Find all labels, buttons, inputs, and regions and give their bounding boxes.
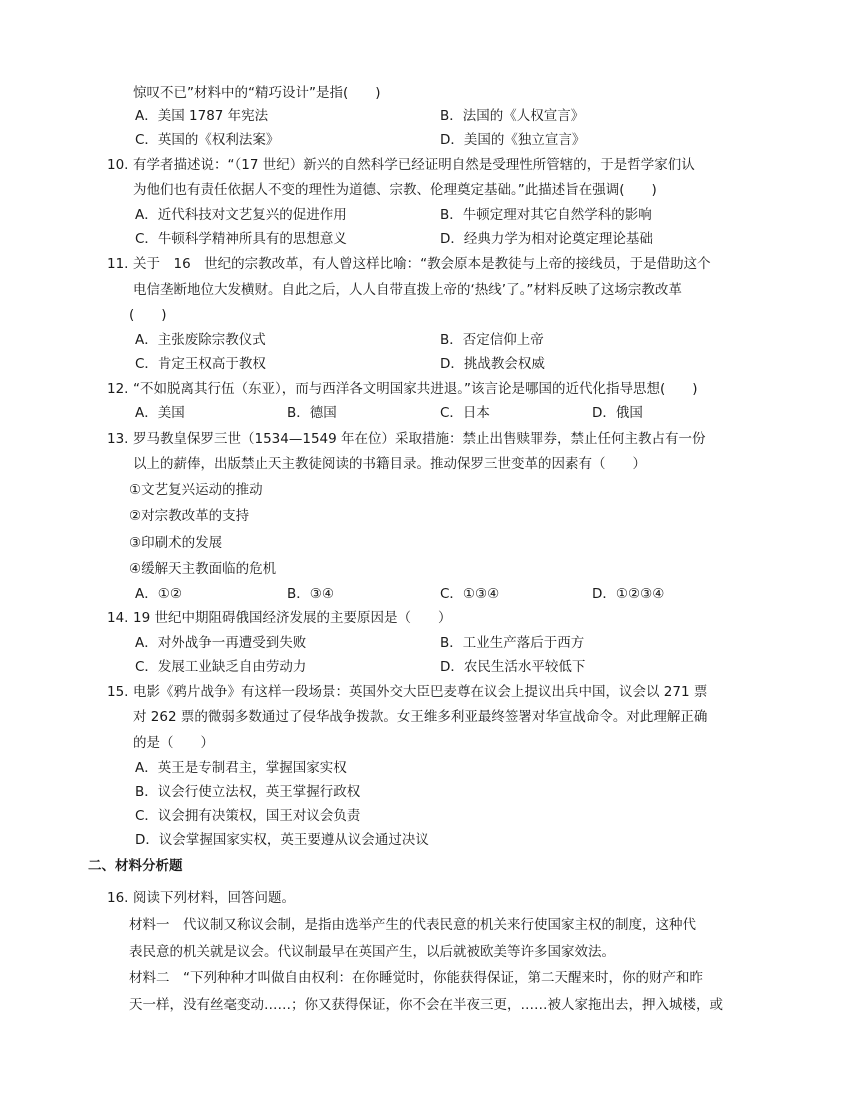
q13-option-d[interactable]: D．①②③④	[592, 586, 665, 602]
q13-item-1: ①文艺复兴运动的推动	[129, 482, 263, 498]
q16-number: 16.	[107, 890, 129, 906]
q16-material-1-line-1: 材料一 代议制又称议会制，是指由选举产生的代表民意的机关来行使国家主权的制度，这种代	[129, 917, 696, 933]
q11-stem-line-3: ( )	[129, 307, 167, 323]
q13-item-4: ④缓解天主教面临的危机	[129, 561, 277, 577]
q15-number: 15.	[107, 684, 129, 700]
q11-option-d[interactable]: D．挑战教会权威	[440, 356, 545, 372]
q15-option-a[interactable]: A．英王是专制君主，掌握国家实权	[135, 760, 347, 776]
q14-option-b[interactable]: B．工业生产落后于西方	[440, 635, 585, 651]
q14-stem-line-1: 19 世纪中期阻碍俄国经济发展的主要原因是（ ）	[133, 610, 452, 626]
q16-stem-line-1: 阅读下列材料，回答问题。	[133, 890, 295, 906]
q10-number: 10.	[107, 157, 129, 173]
q9-stem-tail: 惊叹不已”材料中的“精巧设计”是指( )	[133, 85, 381, 101]
q10-option-a[interactable]: A．近代科技对文艺复兴的促进作用	[135, 207, 347, 223]
q10-option-d[interactable]: D．经典力学为相对论奠定理论基础	[440, 231, 653, 247]
q15-stem-line-2: 对 262 票的微弱多数通过了侵华战争拨款。女王维多利亚最终签署对华宣战命令。对此理解正确	[133, 709, 708, 725]
q13-item-3: ③印刷术的发展	[129, 535, 223, 551]
q9-option-a[interactable]: A．美国 1787 年宪法	[135, 108, 269, 124]
q14-option-c[interactable]: C．发展工业缺乏自由劳动力	[135, 659, 307, 675]
q12-stem-line-1: “不如脱离其行伍（东亚），而与西洋各文明国家共进退。”该言论是哪国的近代化指导思想( )	[133, 381, 698, 397]
q10-option-c[interactable]: C．牛顿科学精神所具有的思想意义	[135, 231, 347, 247]
q12-option-d[interactable]: D．俄国	[592, 405, 643, 421]
q11-stem-line-2: 电信垄断地位大发横财。自此之后，人人自带直拨上帝的‘热线’了。”材料反映了这场宗教改革	[133, 282, 682, 298]
q9-option-c[interactable]: C．英国的《权利法案》	[135, 132, 280, 148]
q13-option-b[interactable]: B．③④	[287, 586, 334, 602]
q10-stem-line-1: 有学者描述说：“（17 世纪）新兴的自然科学已经证明自然是受理性所管辖的，于是哲学家们认	[133, 157, 695, 173]
q12-option-b[interactable]: B．德国	[287, 405, 337, 421]
q12-option-c[interactable]: C．日本	[440, 405, 490, 421]
q11-number: 11.	[107, 256, 129, 272]
q16-material-2-line-2: 天一样，没有丝毫变动……；你又获得保证，你不会在半夜三更，……被人家拖出去，押入城楼，或	[129, 997, 723, 1013]
q11-option-a[interactable]: A．主张废除宗教仪式	[135, 332, 266, 348]
q13-item-2: ②对宗教改革的支持	[129, 508, 250, 524]
q10-option-b[interactable]: B．牛顿定理对其它自然学科的影响	[440, 207, 652, 223]
q13-stem-line-2: 以上的薪俸，出版禁止天主教徒阅读的书籍目录。推动保罗三世变革的因素有（ ）	[133, 456, 646, 472]
section-title: 二、材料分析题	[88, 858, 183, 874]
q13-option-c[interactable]: C．①③④	[440, 586, 500, 602]
q13-number: 13.	[107, 431, 129, 447]
q13-stem-line-1: 罗马教皇保罗三世（1534—1549 年在位）采取措施：禁止出售赎罪券，禁止任何主教占有一份	[133, 431, 706, 447]
q15-option-b[interactable]: B．议会行使立法权，英王掌握行政权	[135, 784, 361, 800]
q12-option-a[interactable]: A．美国	[135, 405, 185, 421]
q11-option-b[interactable]: B．否定信仰上帝	[440, 332, 544, 348]
q14-option-a[interactable]: A．对外战争一再遭受到失败	[135, 635, 307, 651]
q14-number: 14.	[107, 610, 129, 626]
q15-option-c[interactable]: C．议会拥有决策权，国王对议会负责	[135, 808, 361, 824]
q11-option-c[interactable]: C．肯定王权高于教权	[135, 356, 266, 372]
q9-option-b[interactable]: B．法国的《人权宣言》	[440, 108, 585, 124]
q14-option-d[interactable]: D．农民生活水平较低下	[440, 659, 586, 675]
q13-option-a[interactable]: A．①②	[135, 586, 182, 602]
q15-stem-line-3: 的是（ ）	[133, 735, 214, 751]
q11-stem-line-1: 关于 16 世纪的宗教改革，有人曾这样比喻：“教会原本是教徒与上帝的接线员，于是借助这个	[133, 256, 711, 272]
q16-material-2-line-1: 材料二 “下列种种才叫做自由权利：在你睡觉时，你能获得保证，第二天醒来时，你的财产和昨	[129, 970, 703, 986]
q15-option-d[interactable]: D．议会掌握国家实权，英王要遵从议会通过决议	[135, 832, 429, 848]
q15-stem-line-1: 电影《鸦片战争》有这样一段场景：英国外交大臣巴麦尊在议会上提议出兵中国，议会以 271 票	[133, 684, 708, 700]
q12-number: 12.	[107, 381, 129, 397]
q9-option-d[interactable]: D．美国的《独立宣言》	[440, 132, 586, 148]
q10-stem-line-2: 为他们也有责任依据人不变的理性为道德、宗教、伦理奠定基础。”此描述旨在强调( )	[133, 182, 657, 198]
q16-material-1-line-2: 表民意的机关就是议会。代议制最早在英国产生，以后就被欧美等许多国家效法。	[129, 944, 615, 960]
